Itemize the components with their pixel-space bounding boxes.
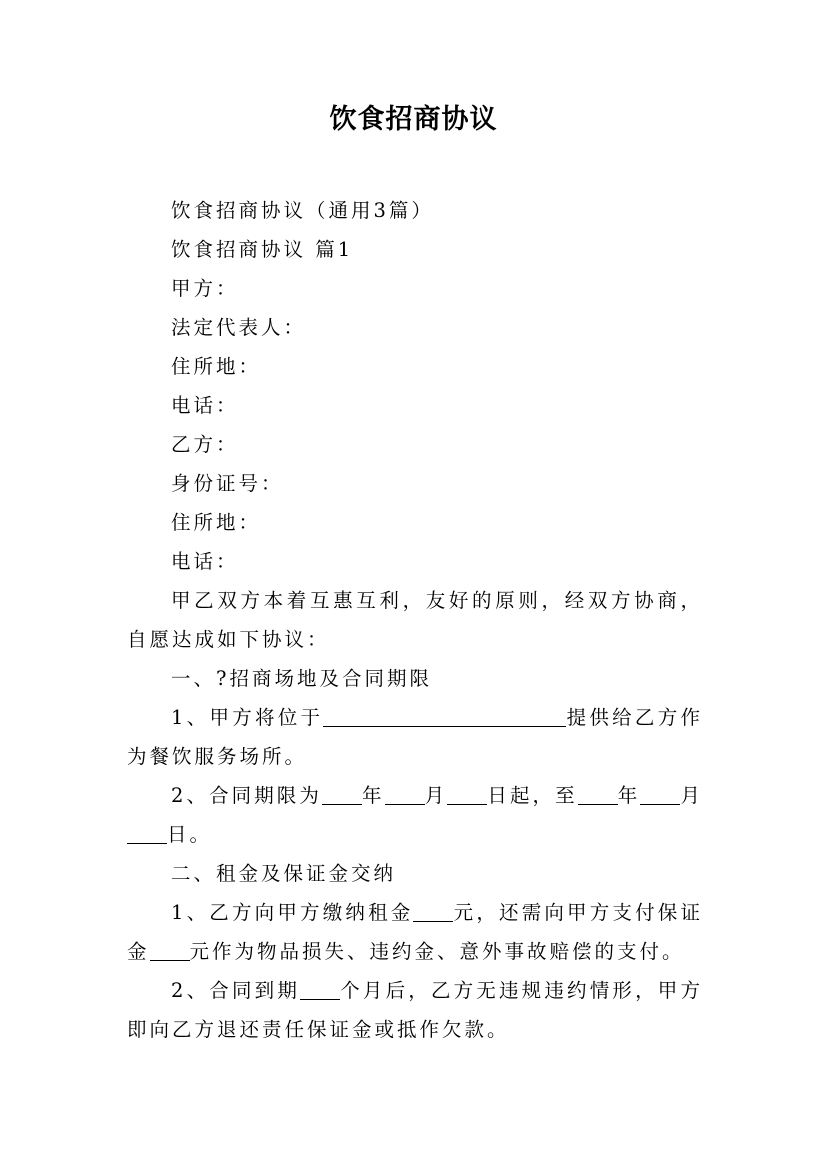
clause-1-1-text-b: 提供给乙方作为餐饮服务场所。 — [127, 706, 703, 768]
term-end-month-label: 月 — [680, 784, 703, 807]
term-end-year-label: 年 — [617, 784, 641, 807]
end-day-blank — [127, 821, 167, 844]
deposit-blank — [150, 938, 190, 961]
term-text-a: 2、合同期限为 — [171, 784, 322, 807]
address-label-a: 住所地： — [171, 355, 262, 378]
term-month-label: 月 — [424, 784, 448, 807]
clause-1-1 — [127, 698, 703, 776]
refund-text-b: 个月后，乙方无违规违约情形，甲方即向乙方退还责任保证金或抵作欠款。 — [127, 979, 703, 1041]
term-end-day-label: 日。 — [167, 823, 213, 846]
subtitle-line: 饮食招商协议（通用3篇） — [171, 199, 434, 222]
end-year-blank — [578, 782, 618, 805]
term-day-label: 日起，至 — [487, 784, 578, 807]
refund-text-a: 2、合同到期 — [171, 979, 301, 1002]
clause-1-1-text-a: 1、甲方将位于 — [171, 706, 324, 729]
legal-rep-label: 法定代表人： — [171, 316, 307, 339]
clause-heading-2: 二、租金及保证金交纳 — [171, 862, 397, 885]
address-label-b: 住所地： — [171, 511, 262, 534]
clause-2-1 — [127, 893, 703, 971]
agreement-intro: 甲乙双方本着互惠互利，友好的原则，经双方协商，自愿达成如下协议： — [127, 589, 703, 651]
document-body — [127, 191, 703, 1049]
location-blank — [323, 704, 566, 727]
party-a-label: 甲方： — [171, 277, 239, 300]
months-blank — [300, 977, 340, 1000]
term-year-label: 年 — [361, 784, 385, 807]
section-heading: 饮食招商协议 篇1 — [171, 238, 354, 261]
document-title: 饮食招商协议 — [329, 104, 498, 135]
clause-2-2 — [127, 971, 703, 1049]
clause-heading-1: 一、?招商场地及合同期限 — [171, 667, 432, 690]
rent-text-a: 1、乙方向甲方缴纳租金 — [171, 901, 414, 924]
clause-1-2 — [127, 776, 703, 854]
start-year-blank — [322, 782, 362, 805]
phone-label-b: 电话： — [171, 550, 239, 573]
id-number-label: 身份证号： — [171, 472, 284, 495]
party-b-label: 乙方： — [171, 433, 239, 456]
start-day-blank — [447, 782, 487, 805]
start-month-blank — [385, 782, 425, 805]
rent-text-c: 元作为物品损失、违约金、意外事故赔偿的支付。 — [189, 940, 685, 963]
phone-label-a: 电话： — [171, 394, 239, 417]
rent-blank — [413, 899, 453, 922]
rent-text-b: 元，还需向甲方支付保证金 — [127, 901, 703, 963]
end-month-blank — [640, 782, 680, 805]
